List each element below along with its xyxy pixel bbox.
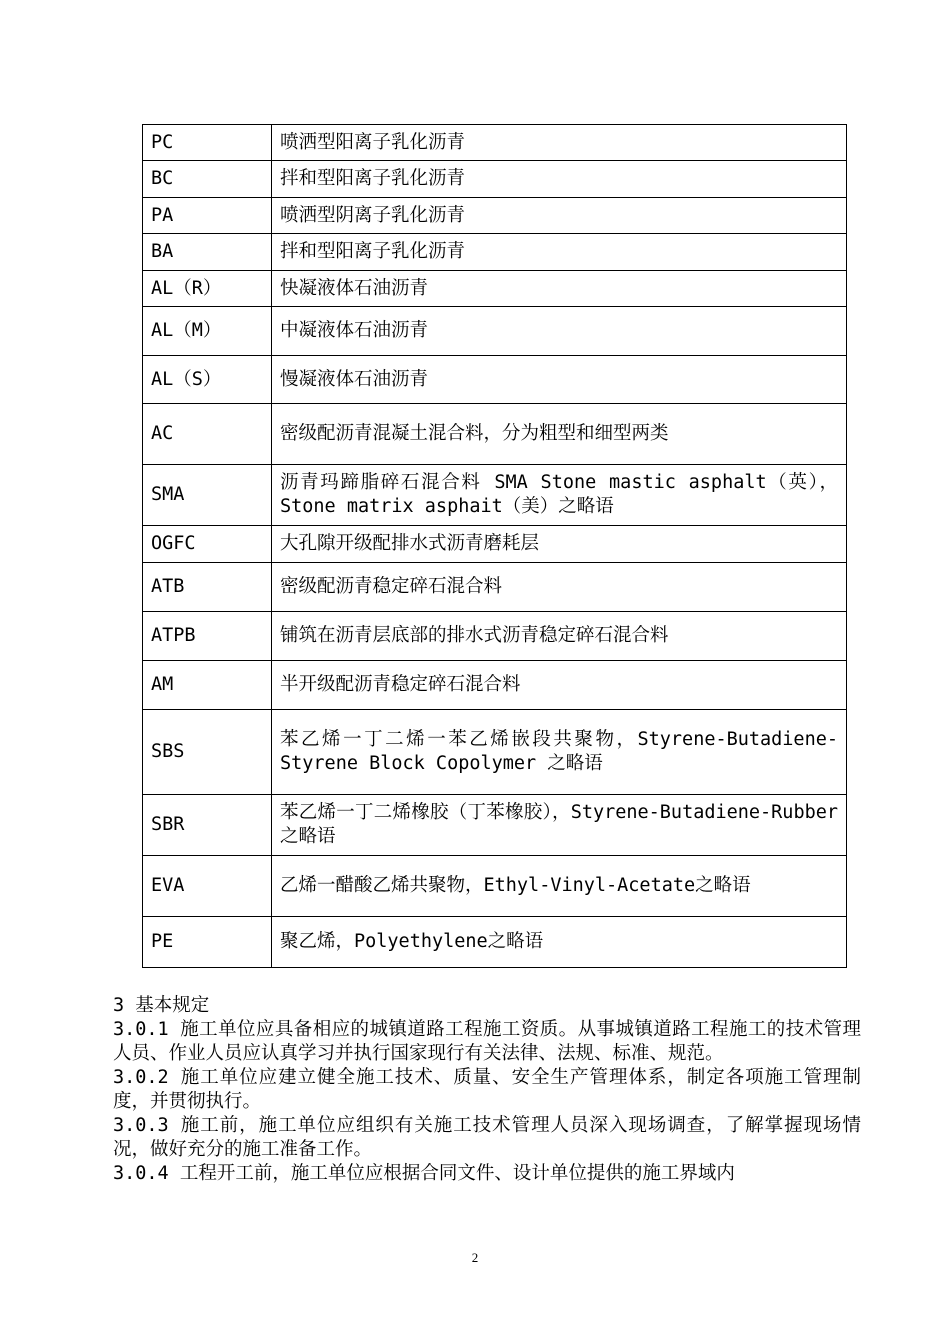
abbreviation-description: 苯乙烯一丁二烯一苯乙烯嵌段共聚物，Styrene-Butadiene-Styrene Block Copolymer 之略语 — [272, 710, 847, 795]
table-row — [143, 271, 847, 307]
abbreviation-description: 拌和型阳离子乳化沥青 — [272, 234, 847, 271]
abbreviation-description: 沥青玛蹄脂碎石混合料 SMA Stone mastic asphalt（英），Stone matrix asphait（美）之略语 — [272, 465, 847, 526]
page-number: 2 — [471, 1250, 479, 1265]
abbreviation-code: AM — [143, 661, 272, 710]
abbreviation-description: 半开级配沥青稳定碎石混合料 — [272, 661, 847, 710]
table-row — [143, 307, 847, 356]
table-row — [143, 563, 847, 612]
abbreviation-description: 喷洒型阴离子乳化沥青 — [272, 198, 847, 234]
section-heading: 3 基本规定 — [113, 995, 210, 1016]
abbreviation-description: 苯乙烯一丁二烯橡胶（丁苯橡胶），Styrene-Butadiene-Rubber 之略语 — [272, 795, 847, 856]
table-row — [143, 198, 847, 234]
abbreviation-code: EVA — [143, 856, 272, 917]
abbreviation-description: 密级配沥青稳定碎石混合料 — [272, 563, 847, 612]
abbreviation-code: PC — [143, 125, 272, 161]
clause-3-0-3: 3.0.3 施工前，施工单位应组织有关施工技术管理人员深入现场调查，了解掌握现场情况，做好充分的施工准备工作。 — [113, 1115, 861, 1160]
abbreviation-code: OGFC — [143, 526, 272, 563]
abbreviation-description: 大孔隙开级配排水式沥青磨耗层 — [272, 526, 847, 563]
abbreviation-code: PE — [143, 917, 272, 968]
abbreviation-description: 中凝液体石油沥青 — [272, 307, 847, 356]
abbreviation-description: 聚乙烯，Polyethylene之略语 — [272, 917, 847, 968]
table-row — [143, 661, 847, 710]
abbreviation-description: 快凝液体石油沥青 — [272, 271, 847, 307]
abbreviation-code: PA — [143, 198, 272, 234]
abbreviation-table — [142, 124, 847, 968]
abbreviation-code: ATB — [143, 563, 272, 612]
abbreviation-code: ATPB — [143, 612, 272, 661]
abbreviation-description: 乙烯一醋酸乙烯共聚物，Ethyl-Vinyl-Acetate之略语 — [272, 856, 847, 917]
table-row — [143, 612, 847, 661]
abbreviation-code: BA — [143, 234, 272, 271]
table-row — [143, 234, 847, 271]
abbreviation-code: BC — [143, 161, 272, 198]
abbreviation-code: AL（M） — [143, 307, 272, 356]
abbreviation-description: 铺筑在沥青层底部的排水式沥青稳定碎石混合料 — [272, 612, 847, 661]
abbreviation-description: 密级配沥青混凝土混合料，分为粗型和细型两类 — [272, 404, 847, 465]
table-row — [143, 356, 847, 404]
table-row — [143, 710, 847, 795]
table-row — [143, 856, 847, 917]
abbreviation-code: SBR — [143, 795, 272, 856]
clause-3-0-1: 3.0.1 施工单位应具备相应的城镇道路工程施工资质。从事城镇道路工程施工的技术管理人员、作业人员应认真学习并执行国家现行有关法律、法规、标准、规范。 — [113, 1019, 861, 1064]
abbreviation-code: AC — [143, 404, 272, 465]
table-row — [143, 917, 847, 968]
abbreviation-code: SBS — [143, 710, 272, 795]
table-row — [143, 404, 847, 465]
table-row — [143, 526, 847, 563]
table-row — [143, 161, 847, 198]
abbreviation-description: 喷洒型阳离子乳化沥青 — [272, 125, 847, 161]
abbreviation-code: AL（S） — [143, 356, 272, 404]
abbreviation-description: 拌和型阳离子乳化沥青 — [272, 161, 847, 198]
table-row — [143, 795, 847, 856]
table-row — [143, 125, 847, 161]
abbreviation-description: 慢凝液体石油沥青 — [272, 356, 847, 404]
abbreviation-code: AL（R） — [143, 271, 272, 307]
abbreviation-table-body — [143, 125, 847, 968]
clause-3-0-4: 3.0.4 工程开工前，施工单位应根据合同文件、设计单位提供的施工界域内 — [113, 1163, 735, 1184]
table-row — [143, 465, 847, 526]
basic-provisions-section — [113, 994, 861, 1186]
clause-3-0-2: 3.0.2 施工单位应建立健全施工技术、质量、安全生产管理体系，制定各项施工管理制度，并贯彻执行。 — [113, 1067, 861, 1112]
abbreviation-code: SMA — [143, 465, 272, 526]
